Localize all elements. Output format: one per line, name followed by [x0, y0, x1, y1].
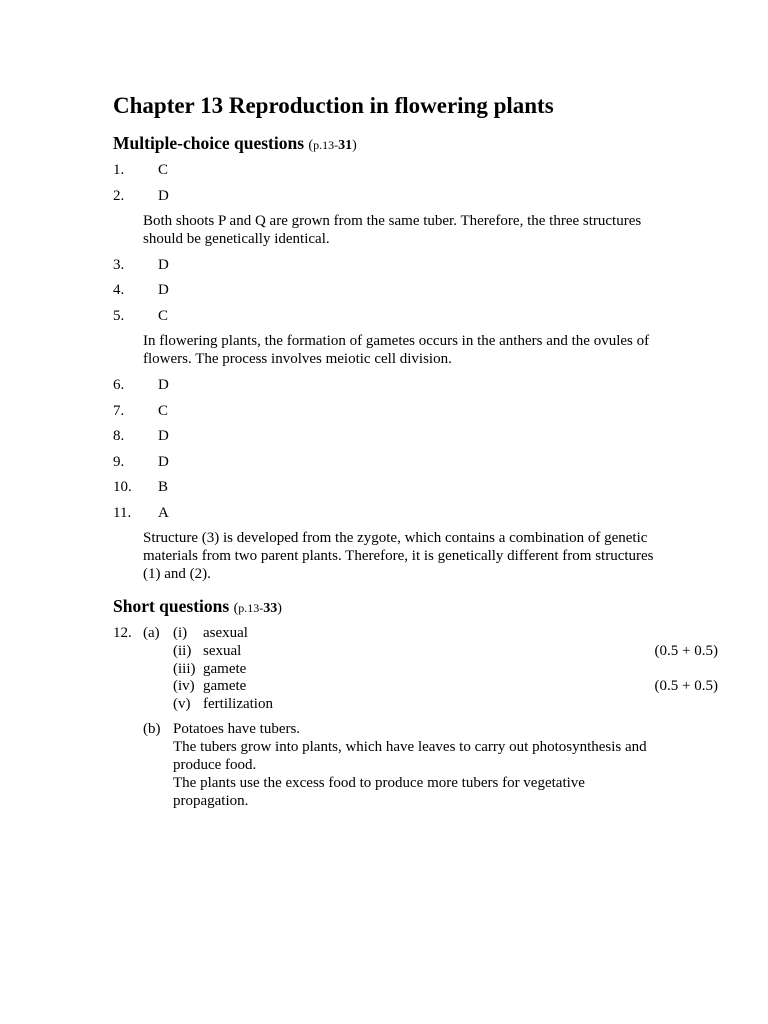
marks-allocation: (0.5 + 0.5): [654, 643, 718, 659]
sub-answer: gamete: [203, 661, 247, 677]
short-ref-page: 33: [263, 601, 278, 616]
question-number: 12.: [113, 625, 132, 641]
mcq-heading-text: Multiple-choice questions: [113, 133, 305, 153]
answer-number: 4.: [113, 282, 125, 298]
short-page-ref: (p.13-33): [233, 601, 282, 616]
answer-explanation: Structure (3) is developed from the zygote, which contains a combination of genetic materials from two parent plants. Therefore, it is genetically different from structures (1) and (2).: [143, 530, 654, 582]
short-questions-heading: [113, 596, 282, 617]
chapter-title: Chapter 13 Reproduction in flowering plants: [113, 93, 554, 118]
part-b-line: Potatoes have tubers.: [173, 721, 301, 737]
sub-label: (iii): [173, 661, 196, 677]
part-a-label: (a): [143, 625, 160, 641]
answer-value: B: [158, 479, 169, 495]
mcq-heading: [113, 133, 357, 154]
answer-value: D: [158, 188, 169, 204]
sub-answer: gamete: [203, 678, 247, 694]
sub-answer: asexual: [203, 625, 248, 641]
part-b-line: The tubers grow into plants, which have leaves to carry out photosynthesis and produce food.: [173, 739, 647, 773]
sub-answer: fertilization: [203, 696, 273, 712]
answer-explanation: In flowering plants, the formation of gametes occurs in the anthers and the ovules of flowers. The process involves meiotic cell division.: [143, 333, 650, 367]
answer-number: 6.: [113, 377, 125, 393]
answer-number: 1.: [113, 162, 125, 178]
sub-label: (i): [173, 625, 188, 641]
answer-number: 8.: [113, 428, 125, 444]
answer-number: 3.: [113, 257, 125, 273]
answer-value: D: [158, 282, 169, 298]
answer-number: 7.: [113, 403, 125, 419]
answer-value: D: [158, 377, 169, 393]
mcq-ref-prefix: p.13-: [313, 138, 339, 152]
answer-number: 10.: [113, 479, 132, 495]
answer-number: 5.: [113, 308, 125, 324]
answer-value: C: [158, 162, 169, 178]
sub-answer: sexual: [203, 643, 242, 659]
part-b-answer: [173, 720, 663, 810]
sub-label: (iv): [173, 678, 195, 694]
short-heading-text: Short questions: [113, 596, 230, 616]
answer-number: 11.: [113, 505, 132, 521]
marks-allocation: (0.5 + 0.5): [654, 678, 718, 694]
part-b-label: (b): [143, 721, 161, 737]
sub-label: (ii): [173, 643, 192, 659]
mcq-page-ref: (p.13-31): [308, 138, 357, 153]
answer-value: C: [158, 403, 169, 419]
answer-value: A: [158, 505, 169, 521]
answer-explanation: Both shoots P and Q are grown from the same tuber. Therefore, the three structures should be genetically identical.: [143, 213, 642, 247]
answer-value: D: [158, 257, 169, 273]
answer-value: D: [158, 454, 169, 470]
answer-number: 2.: [113, 188, 125, 204]
mcq-ref-page: 31: [338, 138, 353, 153]
answer-value: C: [158, 308, 169, 324]
answer-value: D: [158, 428, 169, 444]
sub-label: (v): [173, 696, 191, 712]
part-b-line: The plants use the excess food to produce more tubers for vegetative propagation.: [173, 775, 585, 809]
short-ref-prefix: p.13-: [238, 601, 264, 615]
answer-number: 9.: [113, 454, 125, 470]
